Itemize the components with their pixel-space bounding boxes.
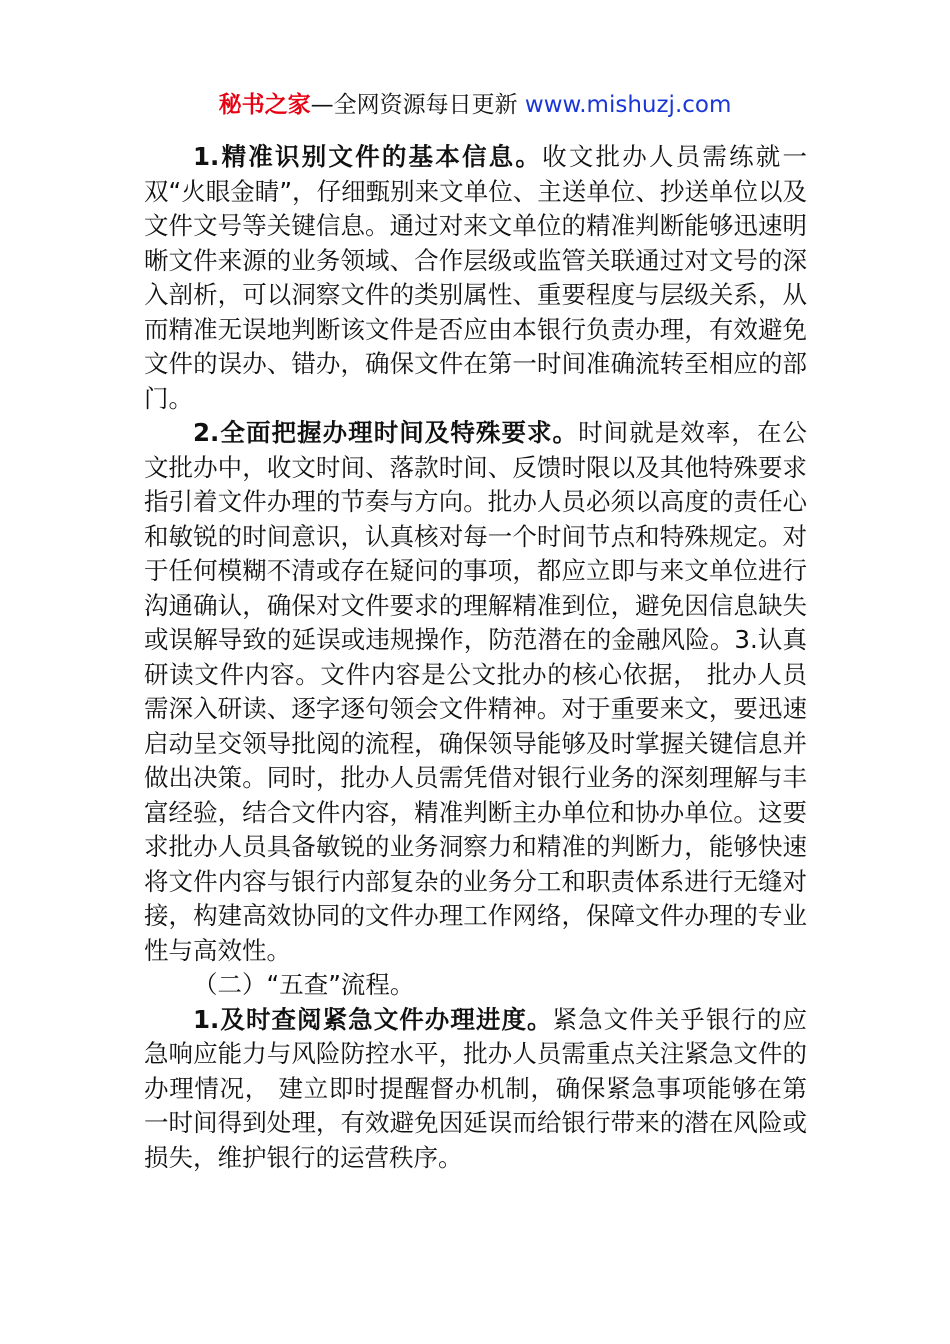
section-heading-text: （二）“五查”流程。	[193, 970, 415, 999]
paragraph-text: 紧急文件关乎银行的应急响应能力与风险防控水平，批办人员需重点关注紧急文件的办理情况， 建立即时提醒督办机制，确保紧急事项能够在第一时间得到处理，有效避免因延误而给银行带来的潜在风险或损失，维护银行的运营秩序。	[144, 1004, 808, 1172]
paragraph-lead: 1.及时查阅紧急文件办理进度。	[193, 1004, 553, 1034]
header-tagline: —全网资源每日更新	[310, 92, 525, 118]
section-heading-five-checks	[144, 968, 807, 1003]
paragraph-text: 收文批办人员需练就一双“火眼金睛”，仔细甄别来文单位、主送单位、抄送单位以及文件文号等关键信息。通过对来文单位的精准判断能够迅速明晰文件来源的业务领域、合作层级或监管关联通过对文号的深入剖析，可以洞察文件的类别属性、重要程度与层级关系，从而精准无误地判断该文件是否应由本银行负责办理，有效避免文件的误办、错办，确保文件在第一时间准确流转至相应的部门。	[144, 142, 808, 413]
paragraph-lead: 2.全面把握办理时间及特殊要求。	[193, 418, 579, 447]
paragraph-identify-info	[144, 140, 807, 416]
paragraph-urgent-files	[144, 1003, 807, 1176]
site-url-link[interactable]: www.mishuzj.com	[524, 92, 732, 118]
site-header	[0, 88, 950, 122]
paragraph-lead: 1.精准识别文件的基本信息。	[193, 142, 543, 171]
paragraph-text: 时间就是效率，在公文批办中，收文时间、落款时间、反馈时限以及其他特殊要求指引着文件办理的节奏与方向。批办人员必须以高度的责任心和敏锐的时间意识，认真核对每一个时间节点和特殊规定。对于任何模糊不清或存在疑问的事项，都应立即与来文单位进行沟通确认，确保对文件要求的理解精准到位，避免因信息缺失或误解导致的延误或违规操作，防范潜在的金融风险。3.认真研读文件内容。文件内容是公文批办的核心依据， 批办人员需深入研读、逐字逐句领会文件精神。对于重要来文，要迅速启动呈交领导批阅的流程，确保领导能够及时掌握关键信息并做出决策。同时，批办人员需凭借对银行业务的深刻理解与丰富经验，结合文件内容，精准判断主办单位和协办单位。这要求批办人员具备敏锐的业务洞察力和精准的判断力，能够快速将文件内容与银行内部复杂的业务分工和职责体系进行无缝对接，构建高效协同的文件办理工作网络，保障文件办理的专业性与高效性。	[144, 418, 808, 965]
brand-name: 秘书之家	[218, 92, 311, 118]
document-body	[144, 140, 807, 1175]
paragraph-time-requirements	[144, 416, 807, 968]
